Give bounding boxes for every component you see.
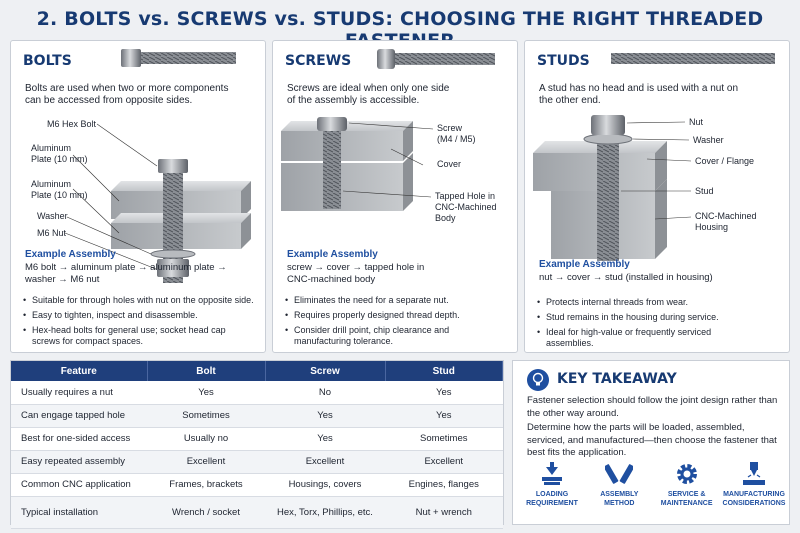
table-cell: No xyxy=(265,381,385,404)
studs-panel xyxy=(524,40,790,353)
socket-head-icon xyxy=(377,49,395,69)
list-item: • Protects internal threads from wear. xyxy=(537,297,719,308)
table-cell: Excellent xyxy=(147,450,265,473)
takeaway-item-loading: LOADING REQUIREMENT xyxy=(519,461,585,508)
label-cover: Cover xyxy=(437,159,462,169)
table-cell: Typical installation xyxy=(11,496,147,528)
cnc-body-block xyxy=(281,163,403,211)
assembly-icon xyxy=(605,461,633,487)
table-cell: Nut + wrench xyxy=(385,496,503,528)
comparison-table xyxy=(10,360,504,525)
header-stud: Stud xyxy=(385,361,503,381)
bolts-bullets xyxy=(23,295,254,351)
bolt-shank-icon xyxy=(141,52,236,64)
bolts-example-heading: Example Assembly xyxy=(25,249,116,260)
list-item: • Easy to tighten, inspect and disassemble. xyxy=(23,310,254,321)
list-item: • Hex-head bolts for general use; socket head cap screws for compact spaces. xyxy=(23,325,254,347)
table-cell: Usually requires a nut xyxy=(11,381,147,404)
label-stud-washer: Washer xyxy=(693,135,724,145)
table-cell: Frames, brackets xyxy=(147,473,265,496)
table-row xyxy=(11,404,503,427)
table-row xyxy=(11,427,503,450)
page-title: 2. BOLTS vs. SCREWS vs. STUDS: CHOOSING THE RIGHT THREADED xyxy=(36,8,764,30)
takeaway-item-manufacturing: MANUFACTURING CONSIDERATIONS xyxy=(721,461,787,508)
studs-bullets xyxy=(537,297,719,353)
table-cell: Best for one-sided access xyxy=(11,427,147,450)
stud-rod-icon xyxy=(611,53,775,64)
screws-heading: SCREWS xyxy=(285,53,352,69)
table-cell: Hex, Torx, Phillips, etc. xyxy=(265,496,385,528)
washer-icon xyxy=(151,250,195,258)
bolt-head-icon xyxy=(121,49,141,67)
list-item: • Consider drill point, chip clearance and manufacturing tolerance. xyxy=(285,325,460,347)
table-header-row xyxy=(11,361,503,381)
screws-bullets xyxy=(285,295,460,351)
studs-heading: STUDS xyxy=(537,53,590,69)
table-row xyxy=(11,381,503,404)
screw-shank-icon xyxy=(395,53,495,65)
screws-description: Screws are ideal when only one side of the assembly is accessible. xyxy=(287,83,450,106)
stud-nut-icon xyxy=(591,115,625,135)
table-cell: Wrench / socket xyxy=(147,496,265,528)
table-cell: Excellent xyxy=(385,450,503,473)
bolts-example-text: M6 bolt → aluminum plate → aluminum plate → washer → M6 nut xyxy=(25,262,227,285)
label-tapped-hole: Tapped Hole in CNC-Machined Body xyxy=(435,191,497,223)
table-cell: Yes xyxy=(147,381,265,404)
screws-example-text: screw → cover → tapped hole in CNC-machined body xyxy=(287,262,425,285)
table-cell: Common CNC application xyxy=(11,473,147,496)
table-cell: Engines, flanges xyxy=(385,473,503,496)
studs-example-text: nut → cover → stud (installed in housing) xyxy=(539,272,713,283)
table-row xyxy=(11,496,503,528)
label-stud: Stud xyxy=(695,186,714,196)
list-item: • Eliminates the need for a separate nut. xyxy=(285,295,460,306)
hex-bolt-head-icon xyxy=(158,159,188,173)
key-takeaway-panel xyxy=(512,360,790,525)
label-screw: Screw (M4 / M5) xyxy=(437,123,476,144)
screw-thread-icon xyxy=(323,131,341,209)
flange-block xyxy=(533,153,655,191)
bolts-description: Bolts are used when two or more components can be accessed from opposite sides. xyxy=(25,83,229,106)
list-item: • Suitable for through holes with nut on the opposite side. xyxy=(23,295,254,306)
table-cell: Sometimes xyxy=(385,427,503,450)
table-cell: Sometimes xyxy=(147,404,265,427)
label-stud-nut: Nut xyxy=(689,117,704,127)
table-cell: Housings, covers xyxy=(265,473,385,496)
table-cell: Excellent xyxy=(265,450,385,473)
list-item: • Requires properly designed thread depth. xyxy=(285,310,460,321)
table-row xyxy=(11,473,503,496)
studs-example-heading: Example Assembly xyxy=(539,259,630,270)
key-takeaway-text: Fastener selection should follow the joint design rather than the other way around. Determine how the parts will be loaded, assembled, serviced, and manufactured—then choose the fastener that best fits the application. xyxy=(527,395,778,458)
label-washer: Washer xyxy=(37,211,68,221)
table-row xyxy=(11,450,503,473)
label-cover-flange: Cover / Flange xyxy=(695,156,755,166)
list-item: • Ideal for high-value or frequently serviced assemblies. xyxy=(537,327,719,349)
table-cell: Can engage tapped hole xyxy=(11,404,147,427)
header-screw: Screw xyxy=(265,361,385,381)
label-plate-1: Aluminum Plate (10 mm) xyxy=(31,143,88,164)
takeaway-item-service: SERVICE & MAINTENANCE xyxy=(654,461,720,508)
list-item: • Stud remains in the housing during service. xyxy=(537,312,719,323)
loading-icon xyxy=(538,461,566,487)
screws-example-heading: Example Assembly xyxy=(287,249,378,260)
key-takeaway-heading: KEY TAKEAWAY xyxy=(557,371,677,387)
label-housing: CNC-Machined Housing xyxy=(695,211,757,232)
table-cell: Easy repeated assembly xyxy=(11,450,147,473)
takeaway-icons xyxy=(519,461,787,508)
label-hex-bolt: M6 Hex Bolt xyxy=(47,119,97,129)
gear-icon xyxy=(673,461,701,487)
screws-panel xyxy=(272,40,518,353)
table-cell: Yes xyxy=(265,427,385,450)
cover-block xyxy=(281,131,403,161)
header-bolt: Bolt xyxy=(147,361,265,381)
table-cell: Yes xyxy=(385,381,503,404)
label-plate-2: Aluminum Plate (10 mm) xyxy=(31,179,88,200)
stud-thread-icon xyxy=(597,141,619,261)
takeaway-item-assembly: ASSEMBLY METHOD xyxy=(586,461,652,508)
table-cell: Yes xyxy=(265,404,385,427)
table-cell: Yes xyxy=(385,404,503,427)
table-cell: Usually no xyxy=(147,427,265,450)
bolts-heading: BOLTS xyxy=(23,53,72,69)
lightbulb-icon xyxy=(527,369,549,391)
label-nut: M6 Nut xyxy=(37,228,67,238)
manufacturing-icon xyxy=(740,461,768,487)
header-feature: Feature xyxy=(11,361,147,381)
stud-washer-icon xyxy=(584,134,632,144)
studs-description: A stud has no head and is used with a nut on the other end. xyxy=(539,83,739,106)
bolts-panel xyxy=(10,40,266,353)
